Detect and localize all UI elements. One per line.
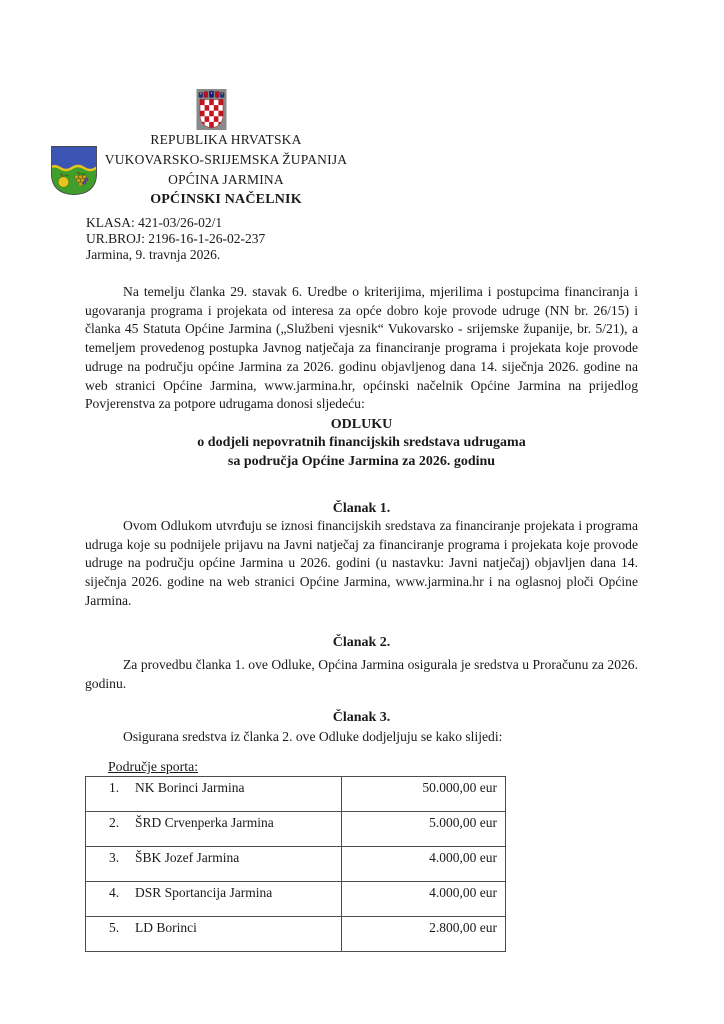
article-3-heading: Članak 3. <box>332 710 391 725</box>
decision-title-line-3: sa područja Općine Jarmina za 2026. godinu <box>227 453 496 469</box>
article-2-heading: Članak 2. <box>332 635 391 650</box>
table-row <box>86 917 506 952</box>
association-name: DSR Sportancija Jarmina <box>135 885 273 900</box>
klasa-line: KLASA: 421-03/26-02/1 <box>86 215 223 230</box>
sports-section-label: Područje sporta: <box>108 759 199 774</box>
org-line-country: REPUBLIKA HRVATSKA <box>150 132 302 147</box>
urbroj-line: UR.BROJ: 2196-16-1-26-02-237 <box>86 230 266 246</box>
allocation-amount: 4.000,00 eur <box>342 882 506 917</box>
association-name: NK Borinci Jarmina <box>135 780 245 795</box>
allocation-amount: 2.800,00 eur <box>342 917 506 952</box>
row-number: 5. <box>109 920 120 935</box>
croatia-coat-of-arms-svg <box>196 89 227 130</box>
decision-title-line-2: o dodjeli nepovratnih financijskih sredstava udrugama <box>197 435 526 451</box>
place-date-line: Jarmina, 9. travnja 2026. <box>86 246 221 262</box>
decision-title <box>85 416 638 471</box>
row-number: 4. <box>109 885 120 900</box>
row-number: 1. <box>109 780 120 795</box>
org-line-municipality: OPĆINA JARMINA <box>168 172 284 187</box>
row-number: 3. <box>109 850 120 865</box>
jarmina-coat-of-arms-svg <box>50 145 98 196</box>
association-name: ŠBK Jozef Jarmina <box>135 850 240 865</box>
letterhead <box>92 130 360 210</box>
org-line-county: VUKOVARSKO-SRIJEMSKA ŽUPANIJA <box>104 152 348 167</box>
allocation-amount: 5.000,00 eur <box>342 812 506 847</box>
decision-title-line-1: ODLUKU <box>330 417 393 432</box>
row-number: 2. <box>109 815 120 830</box>
table-row <box>86 777 506 812</box>
table-row <box>86 882 506 917</box>
association-name: LD Borinci <box>135 920 197 935</box>
preamble-paragraph: Na temelju članka 29. stavak 6. Uredbe o kriterijima, mjerilima i postupcima financiranja i ugovaranja programa i projekata od interesa za opće dobro koje provode udruge (NN br. 26/15) i članka 45 Statuta Općine Jarmina („Službeni vjesnik“ Vukovarsko - srijemske županije, br. 5/21), a temeljem provedenog postupka Javnog natječaja za financiranje programa i projekata koje provode udruge na području općine Jarmina za 2026. godinu objavljenog dana 14. siječnja 2026. godine na web stranici Općine Jarmina, www.jarmina.hr, općinski načelnik Općine Jarmina na prijedlog Povjerenstva za potpore udrugama donosi sljedeću: <box>85 284 638 412</box>
article-1-heading: Članak 1. <box>332 501 391 516</box>
article-2-body: Za provedbu članka 1. ove Odluke, Općina Jarmina osigurala je sredstva u Proračunu za 2026. godinu. <box>85 657 638 691</box>
table-row <box>86 812 506 847</box>
article-1-body: Ovom Odlukom utvrđuju se iznosi financijskih sredstava za financiranje projekata i programa udruga koje su podnijele prijavu na Javni natječaj za financiranje programa i projekata koje provode udruge na području općine Jarmina u 2026. godini (u nastavku: Javni natječaj) objavljen dana 14. siječnja 2026. godine na web stranici Općine Jarmina, www.jarmina.hr i na oglasnoj ploči Općine Jarmina. <box>85 518 638 608</box>
allocation-amount: 50.000,00 eur <box>342 777 506 812</box>
allocation-amount: 4.000,00 eur <box>342 847 506 882</box>
croatia-coat-of-arms-icon <box>196 89 227 130</box>
table-row <box>86 847 506 882</box>
jarmina-coat-of-arms-icon <box>50 145 98 196</box>
org-line-office: OPĆINSKI NAČELNIK <box>150 192 302 207</box>
document-meta <box>86 215 265 262</box>
article-3-body: Osigurana sredstva iz članka 2. ove Odluke dodjeljuju se kako slijedi: <box>123 729 503 744</box>
allocations-table <box>85 776 506 952</box>
association-name: ŠRD Crvenperka Jarmina <box>135 815 274 830</box>
